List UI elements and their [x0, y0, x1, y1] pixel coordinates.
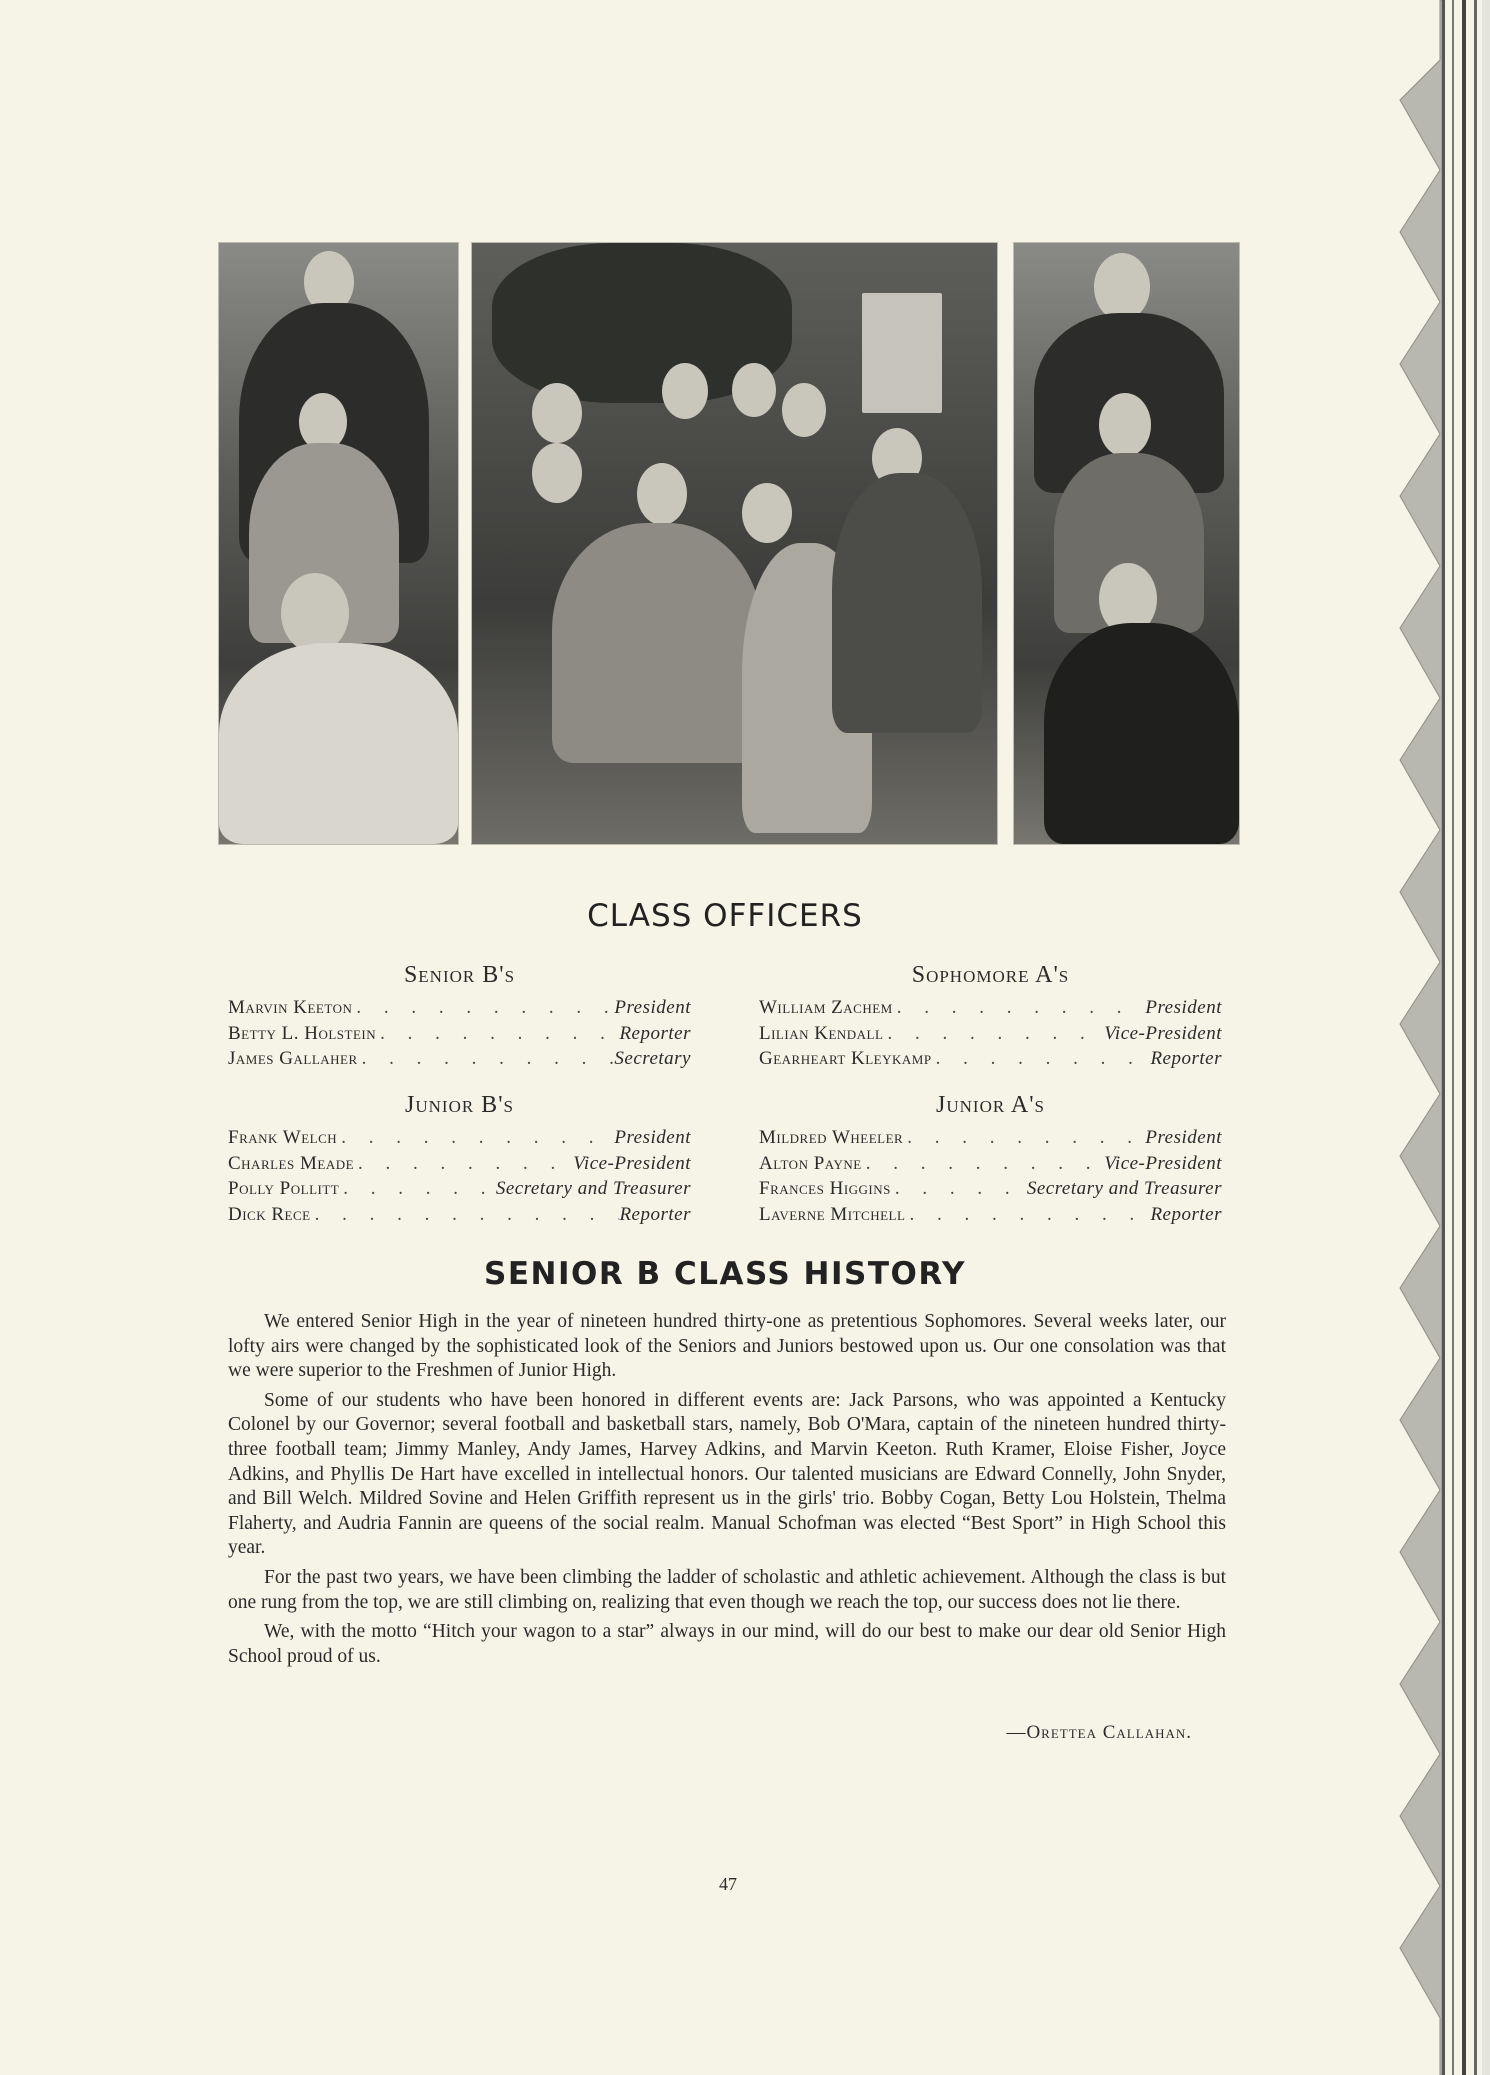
officer-group-sophomore-a: [759, 962, 1222, 1074]
officer-row: Gearheart Kleykamp . . . Reporter: [759, 1048, 1222, 1074]
history-paragraph: For the past two years, we have been climbing the ladder of scholastic and athletic achievement. Although the class is but one rung from the top, we are still climbing on, realizing that even though we reach the top, our success does not lie there.: [228, 1566, 1226, 1613]
class-history-body: [228, 1310, 1226, 1674]
officer-row: Polly Pollitt . . . Secretary and Treasurer: [228, 1178, 691, 1204]
officer-row: Frank Welch . . . President: [228, 1127, 691, 1153]
history-paragraph: We, with the motto “Hitch your wagon to a star” always in our mind, will do our best to make our dear old Senior High School proud of us.: [228, 1621, 1226, 1667]
binding-edge-decoration: [1370, 0, 1490, 2075]
history-paragraph: Some of our students who have been honored in different events are: Jack Parsons, who was appointed a Kentucky Colonel by our Governor; several football and basketball stars, namely, Bob O'Mara, captain of the nineteen hundred thirty-three football team; Jimmy Manley, Andy James, Harvey Adkins, and Marvin Keeton. Ruth Kramer, Eloise Fisher, Joyce Adkins, and Phyllis De Hart have excelled in intellectual honors. Our talented musicians are Edward Connelly, John Snyder, and Bill Welch. Mildred Sovine and Helen Griffith represent us in the girls' trio. Bobby Cogan, Betty Lou Holstein, Thelma Flaherty, and Audria Fannin are queens of the social realm. Manual Schofman was elected “Best Sport” in High School this year.: [228, 1389, 1226, 1559]
officer-row: William Zachem . . . President: [759, 997, 1222, 1023]
history-paragraph: We entered Senior High in the year of nineteen hundred thirty-one as pretentious Sophomores. Several weeks later, our lofty airs were changed by the sophisticated look of the Seniors and Juniors bestowed upon us. Our one consolation was that we were superior to the Freshmen of Junior High.: [228, 1311, 1226, 1382]
officer-row: Charles Meade . . . Vice-President: [228, 1153, 691, 1179]
officer-row: Dick Rece . . . Reporter: [228, 1204, 691, 1230]
group-heading: Junior A's: [936, 1092, 1045, 1118]
officer-row: Laverne Mitchell . . . Reporter: [759, 1204, 1222, 1230]
officer-row: Alton Payne . . . Vice-President: [759, 1153, 1222, 1179]
author-signature: —Orettea Callahan.: [1006, 1722, 1192, 1743]
group-heading: Junior B's: [405, 1092, 514, 1118]
officer-group-junior-a: [759, 1092, 1222, 1229]
officer-row: Marvin Keeton . . . President: [228, 997, 691, 1023]
officer-row: James Gallaher . . . Secretary: [228, 1048, 691, 1074]
officer-group-junior-b: [228, 1092, 691, 1229]
class-officers-title: CLASS OFFICERS: [587, 898, 863, 934]
right-officers-photo: [1013, 242, 1240, 845]
center-group-photo: [471, 242, 998, 845]
officer-group-senior-b: [228, 962, 691, 1074]
page-number: 47: [719, 1874, 737, 1894]
officer-row: Lilian Kendall . . . Vice-President: [759, 1023, 1222, 1049]
group-heading: Sophomore A's: [911, 962, 1070, 988]
officer-row: Betty L. Holstein . . . Reporter: [228, 1023, 691, 1049]
group-heading: Senior B's: [403, 962, 516, 988]
class-history-title: SENIOR B CLASS HISTORY: [484, 1256, 966, 1292]
officer-row: Mildred Wheeler . . . President: [759, 1127, 1222, 1153]
officer-row: Frances Higgins . . . Secretary and Treasurer: [759, 1178, 1222, 1204]
left-officers-photo: [218, 242, 459, 845]
